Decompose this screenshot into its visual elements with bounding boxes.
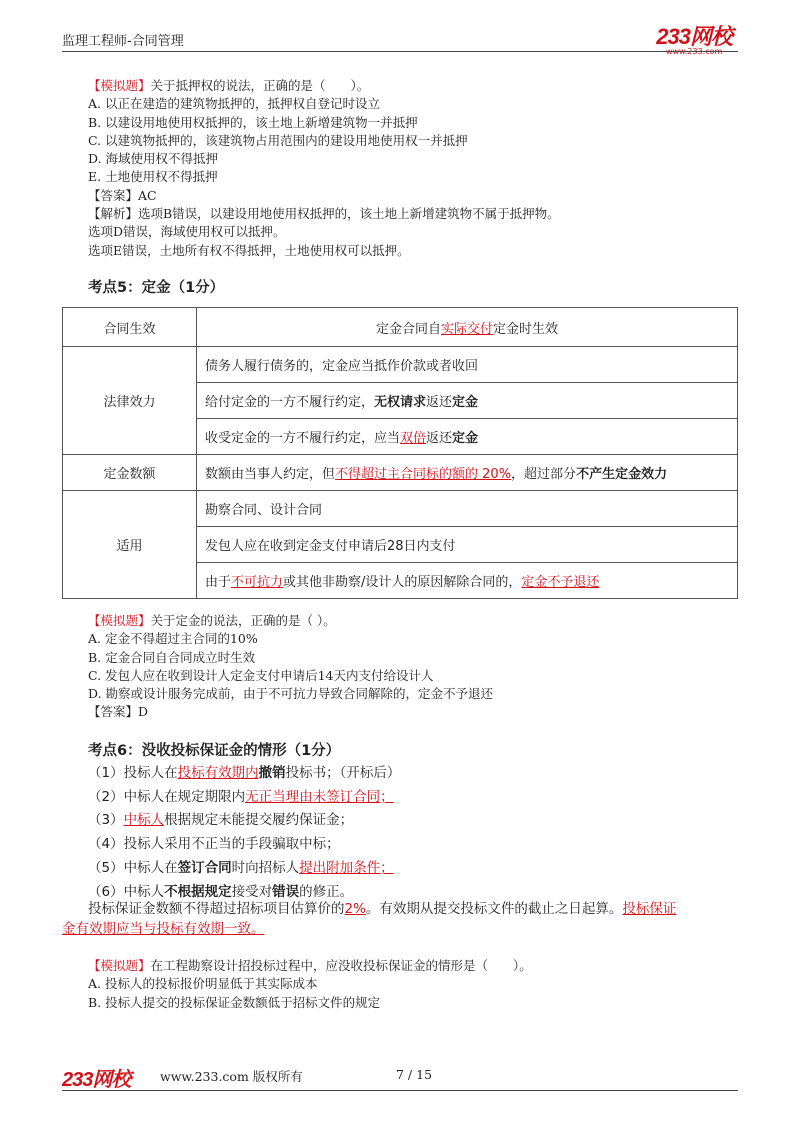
table-label: 定金数额 (63, 455, 197, 491)
question-tag: 【模拟题】 (88, 958, 151, 973)
analysis-line: 选项E错误，土地所有权不得抵押，土地使用权可以抵押。 (88, 242, 410, 258)
deposit-table (62, 307, 738, 599)
answer: 【答案】D (88, 704, 149, 720)
stem-text: 在工程勘察设计招投标过程中，应没收投标保证金的情形是（ ）。 (150, 958, 532, 973)
table-row (63, 347, 738, 383)
option: A. 以正在建造的建筑物抵押的，抵押权自登记时设立 (88, 96, 380, 112)
section-6-title: 考点6：没收投标保证金的情形（1分） (88, 743, 341, 759)
option: B. 以建设用地使用权抵押的，该土地上新增建筑物一并抵押 (88, 114, 418, 130)
table-row (63, 491, 738, 527)
question-3 (88, 957, 728, 1012)
footer-divider (62, 1090, 738, 1091)
list-item: （3）中标人根据规定未能提交履约保证金； (88, 812, 354, 829)
question-tag: 【模拟题】 (88, 78, 151, 93)
table-cell: 勘察合同、设计合同 (197, 491, 738, 527)
option: A. 投标人的投标报价明显低于其实际成本 (88, 976, 318, 992)
deposit-paragraph: 投标保证金数额不得超过招标项目估算价的2%。有效期从提交投标文件的截止之日起算。投标保证 金有效期应当与投标有效期一致。 (62, 901, 677, 937)
list-item: （4）投标人采用不正当的手段骗取中标； (88, 836, 340, 853)
list-item: （6）中标人不根据规定接受对错误的修正。 (88, 883, 354, 900)
table-label: 法律效力 (63, 347, 197, 455)
analysis-line: 【解析】选项B错误，以建设用地使用权抵押的，该土地上新增建筑物不属于抵押物。 (88, 206, 560, 222)
logo-text: 233网校 (656, 24, 732, 49)
analysis-line: 选项D错误，海域使用权可以抵押。 (88, 224, 286, 240)
table-cell: 由于不可抗力或其他非勘察/设计人的原因解除合同的，定金不予退还 (197, 563, 738, 599)
section-5-title: 考点5：定金（1分） (88, 280, 225, 296)
question-tag: 【模拟题】 (88, 613, 151, 628)
table-row (63, 455, 738, 491)
option: D. 勘察或设计服务完成前，由于不可抗力导致合同解除的，定金不予退还 (88, 686, 494, 702)
table-row (63, 308, 738, 347)
list-item: （1）投标人在投标有效期内撤销投标书；（开标后） (88, 765, 401, 781)
footer-copyright: www.233.com 版权所有 (160, 1069, 303, 1084)
table-cell: 数额由当事人约定，但不得超过主合同标的额的 20%，超过部分不产生定金效力 (197, 455, 738, 491)
logo-url: www.233.com (665, 47, 723, 56)
question-3-stem (88, 957, 728, 975)
forfeit-list (88, 762, 748, 904)
option: D. 海域使用权不得抵押 (88, 151, 219, 167)
answer: 【答案】AC (88, 187, 157, 203)
list-item: （5）中标人在签订合同时向招标人提出附加条件； (88, 859, 394, 876)
option: E. 土地使用权不得抵押 (88, 169, 218, 185)
table-cell: 定金合同自实际交付定金时生效 (197, 308, 738, 347)
question-1 (88, 77, 728, 260)
table-label: 合同生效 (63, 308, 197, 347)
stem-text: 关于抵押权的说法，正确的是（ ）。 (150, 78, 370, 93)
question-1-stem (88, 77, 728, 95)
document-title: 监理工程师-合同管理 (62, 34, 184, 49)
option: B. 投标人提交的投标保证金数额低于招标文件的规定 (88, 994, 381, 1010)
question-2 (88, 612, 728, 722)
option: C. 发包人应在收到设计人定金支付申请后14天内支付给设计人 (88, 667, 434, 683)
table-label: 适用 (63, 491, 197, 599)
option: A. 定金不得超过主合同的10% (88, 631, 258, 647)
table-cell: 收受定金的一方不履行约定，应当双倍返还定金 (197, 419, 738, 455)
option: B. 定金合同自合同成立时生效 (88, 649, 256, 665)
list-item: （2）中标人在规定期限内无正当理由未签订合同； (88, 788, 394, 805)
page-number: 7 / 15 (396, 1067, 433, 1082)
table-cell: 债务人履行债务的，定金应当抵作价款或者收回 (197, 347, 738, 383)
stem-text: 关于定金的说法，正确的是（ ）。 (150, 613, 336, 628)
option: C. 以建筑物抵押的，该建筑物占用范围内的建设用地使用权一并抵押 (88, 132, 468, 148)
header-divider (62, 51, 738, 52)
question-2-stem (88, 612, 728, 630)
footer-logo: 233网校 (62, 1069, 131, 1091)
table-cell: 发包人应在收到定金支付申请后28日内支付 (197, 527, 738, 563)
table-cell: 给付定金的一方不履行约定，无权请求返还定金 (197, 383, 738, 419)
